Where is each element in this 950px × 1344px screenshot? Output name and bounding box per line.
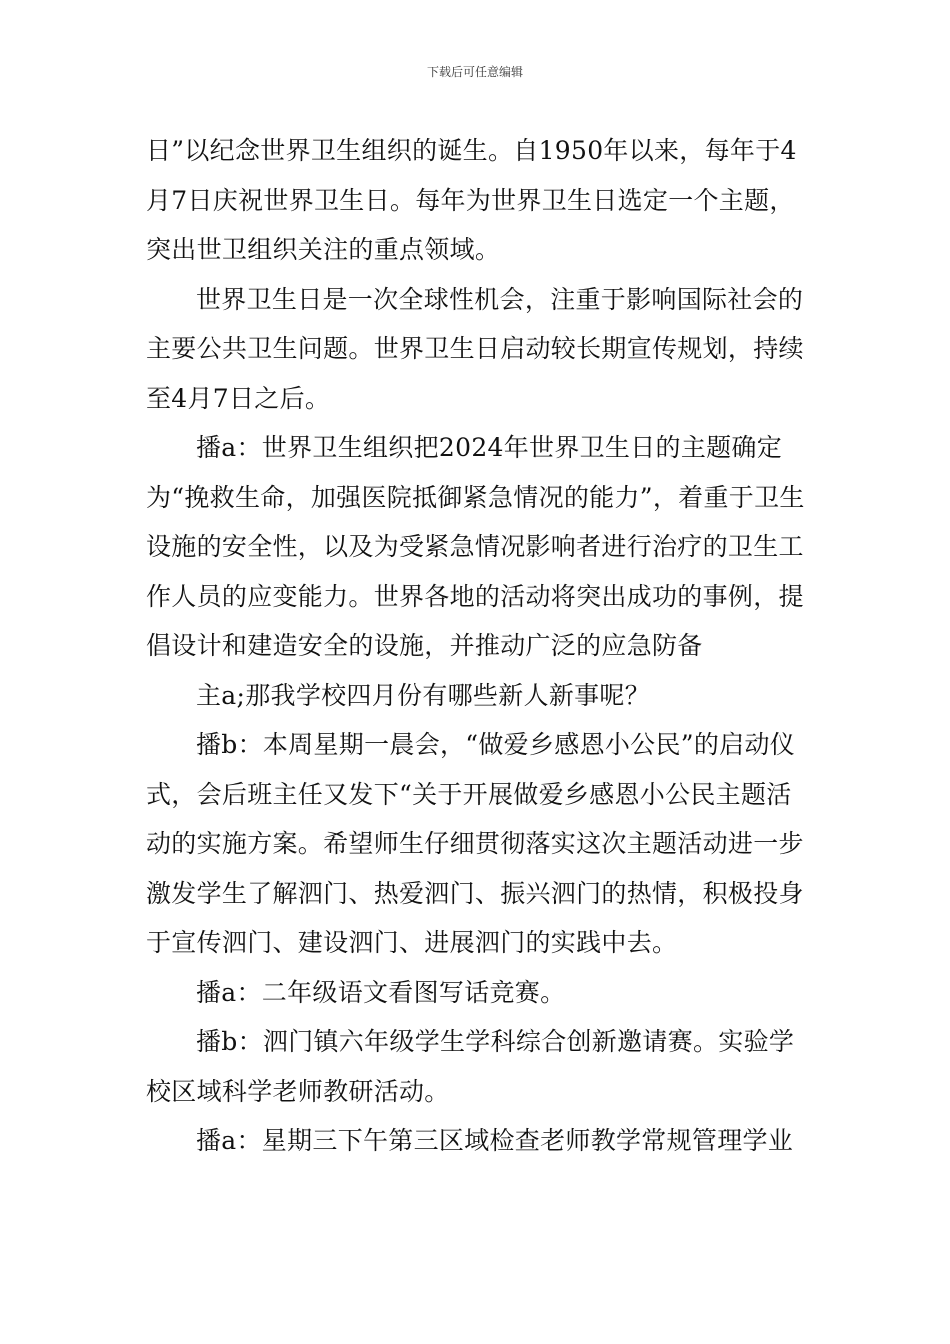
paragraph-4: 主a;那我学校四月份有哪些新人新事呢？ (196, 680, 651, 710)
paragraph-5: 播b：本周星期一晨会，“做爱乡感恩小公民”的启动仪式，会后班主任又发下“关于开展做爱乡感恩小公民主题活动的实施方案。希望师生仔细贯彻落实这次主题活动进一步激发学生了解泗门、热爱泗门、振兴泗门的热情，积极投身于宣传泗门、建设泗门、进展泗门的实践中去。 (146, 730, 804, 957)
paragraph-1: 日”以纪念世界卫生组织的诞生。自1950年以来，每年于4月7日庆祝世界卫生日。每年为世界卫生日选定一个主题，突出世卫组织关注的重点领域。 (146, 136, 797, 264)
document-body (146, 126, 816, 1166)
paragraph-2: 世界卫生日是一次全球性机会，注重于影响国际社会的主要公共卫生问题。世界卫生日启动较长期宣传规划，持续至4月7日之后。 (146, 284, 804, 413)
page-header: 下载后可任意编辑 (426, 65, 523, 79)
paragraph-7: 播b：泗门镇六年级学生学科综合创新邀请赛。实验学校区域科学老师教研活动。 (146, 1027, 795, 1106)
paragraph-8: 播a：星期三下午第三区域检查老师教学常规管理学业 (196, 1126, 794, 1155)
paragraph-3: 播a：世界卫生组织把2024年世界卫生日的主题确定为“挽救生命，加强医院抵御紧急情况的能力”，着重于卫生设施的安全性，以及为受紧急情况影响者进行治疗的卫生工作人员的应变能力。世界各地的活动将突出成功的事例，提倡设计和建造安全的设施，并推动广泛的应急防备 (146, 433, 805, 660)
paragraph-6: 播a：二年级语文看图写话竞赛。 (196, 977, 566, 1007)
